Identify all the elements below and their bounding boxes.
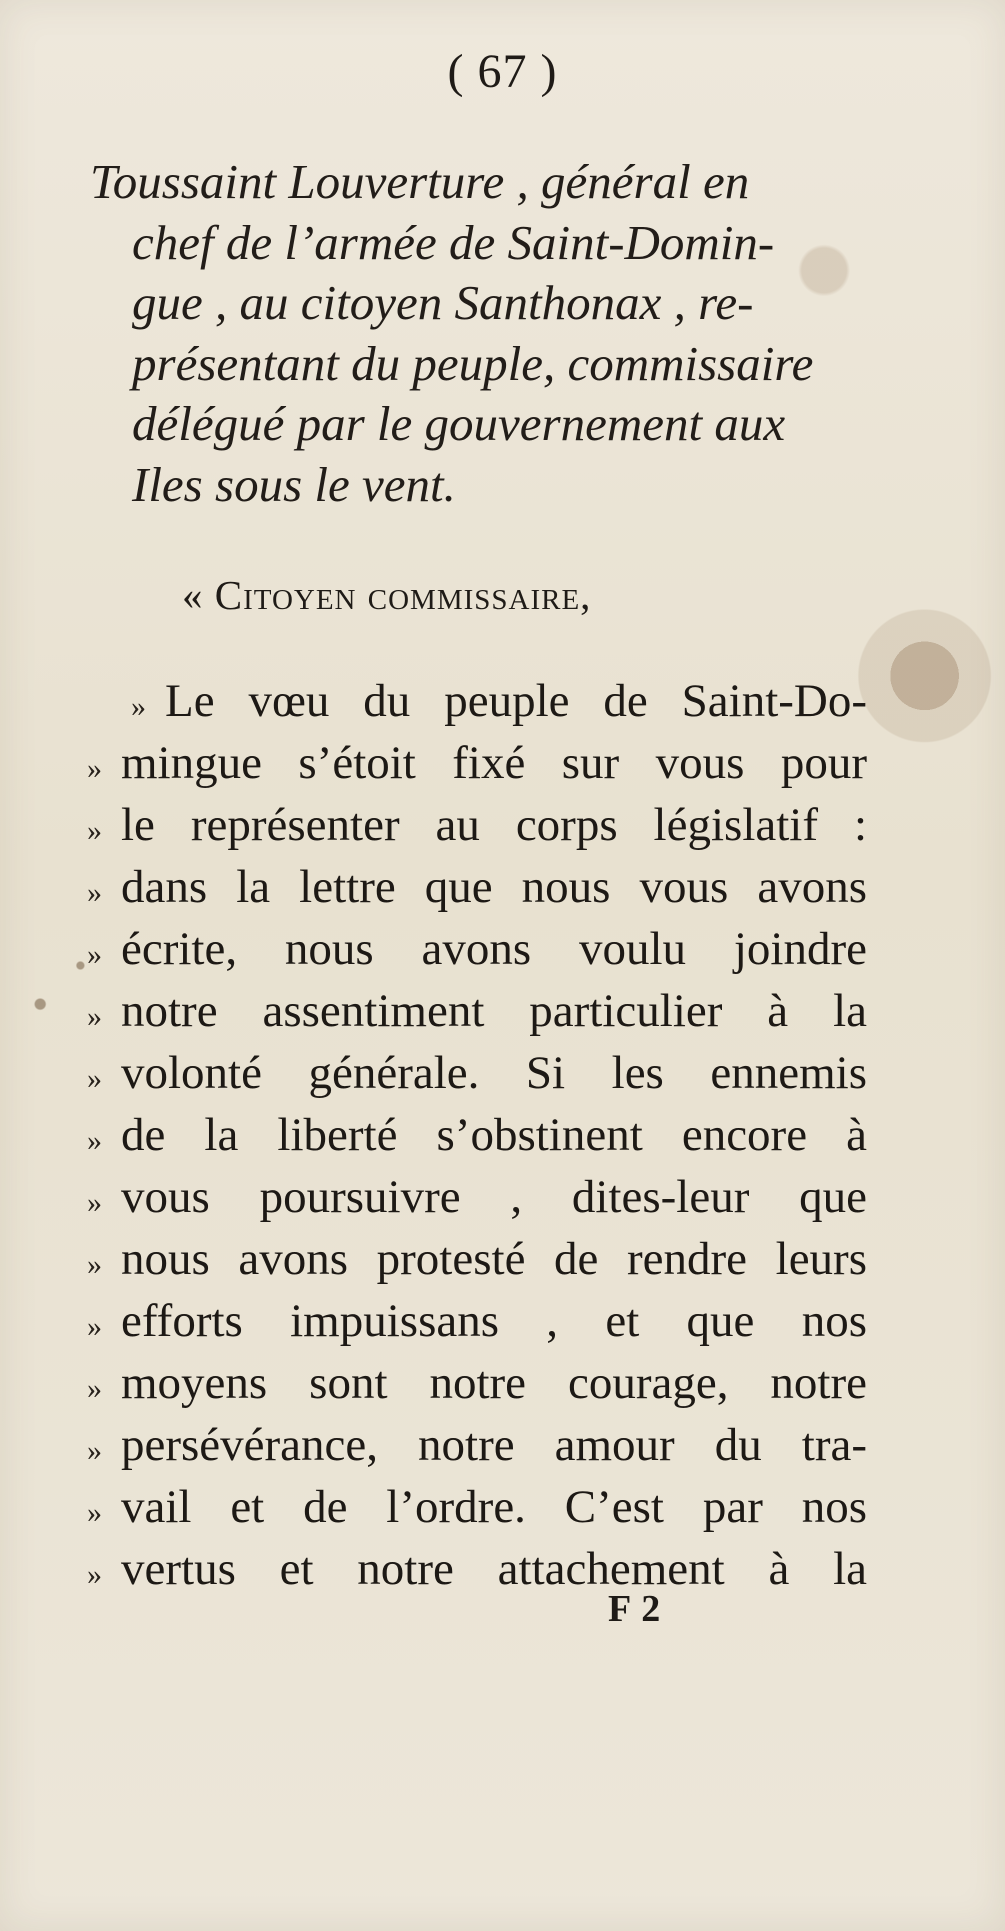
letter-line-1 bbox=[87, 670, 867, 732]
quote-mark: » bbox=[87, 1310, 102, 1343]
letter-line-2 bbox=[87, 732, 867, 794]
heading-line-4: présentant du peuple, commissaire bbox=[132, 335, 814, 391]
letter-line-12 bbox=[87, 1352, 867, 1414]
heading-line-1: Toussaint Louverture , général en bbox=[90, 154, 750, 209]
quote-mark: » bbox=[87, 876, 102, 909]
salutation bbox=[182, 572, 592, 618]
salutation-rest: itoyen commissaire, bbox=[243, 572, 592, 618]
letter-line-7 bbox=[87, 1042, 867, 1104]
letter-line-11 bbox=[87, 1290, 867, 1352]
quote-mark: » bbox=[87, 1124, 102, 1157]
letter-line-10 bbox=[87, 1228, 867, 1290]
quote-mark: » bbox=[87, 1372, 102, 1405]
letter-line-text: vertus et notre attachement à la bbox=[121, 1543, 867, 1595]
quote-mark: » bbox=[87, 814, 102, 847]
letter-line-text: Le vœu du peuple de Saint-Do- bbox=[165, 675, 867, 727]
letter-line-text: notre assentiment particulier à la bbox=[121, 985, 867, 1037]
letter-line-text: le représenter au corps législatif : bbox=[121, 799, 867, 851]
quote-mark: » bbox=[87, 1062, 102, 1095]
letter-line-text: volonté générale. Si les ennemis bbox=[121, 1047, 867, 1099]
letter-line-text: moyens sont notre courage, notre bbox=[121, 1357, 867, 1409]
letter-line-text: de la liberté s’obstinent encore à bbox=[121, 1109, 867, 1161]
letter-line-text: écrite, nous avons voulu joindre bbox=[121, 923, 867, 975]
heading-line-6: Iles sous le vent. bbox=[132, 456, 456, 512]
letter-line-4 bbox=[87, 856, 867, 918]
salutation-prefix: « C bbox=[182, 572, 244, 618]
letter-line-text: nous avons protesté de rendre leurs bbox=[121, 1233, 867, 1285]
letter-line-5 bbox=[87, 918, 867, 980]
letter-line-8 bbox=[87, 1104, 867, 1166]
letter-line-13 bbox=[87, 1414, 867, 1476]
letter-line-9 bbox=[87, 1166, 867, 1228]
quote-mark: » bbox=[87, 1248, 102, 1281]
letter-line-text: efforts impuissans , et que nos bbox=[121, 1295, 867, 1347]
letter-line-14 bbox=[87, 1476, 867, 1538]
page-number-header: ( 67 ) bbox=[447, 45, 558, 98]
heading-line-5: délégué par le gouvernement aux bbox=[132, 396, 786, 451]
heading-line-2: chef de l’armée de Saint-Domin- bbox=[132, 214, 775, 270]
letter-line-3 bbox=[87, 794, 867, 856]
quote-mark: » bbox=[131, 690, 146, 723]
letter-line-15 bbox=[87, 1538, 867, 1600]
letter-line-6 bbox=[87, 980, 867, 1042]
letter-heading bbox=[92, 152, 862, 515]
quote-mark: » bbox=[87, 1000, 102, 1033]
letter-line-text: dans la lettre que nous vous avons bbox=[121, 861, 867, 913]
quote-mark: » bbox=[87, 1186, 102, 1219]
letter-line-text: vous poursuivre , dites-leur que bbox=[121, 1171, 867, 1223]
letter-line-text: vail et de l’ordre. C’est par nos bbox=[121, 1481, 867, 1533]
letter-line-text: mingue s’étoit fixé sur vous pour bbox=[121, 737, 867, 789]
quote-mark: » bbox=[87, 752, 102, 785]
heading-line-3: gue , au citoyen Santhonax , re- bbox=[132, 275, 754, 330]
quote-mark: » bbox=[87, 938, 102, 971]
letter-body bbox=[87, 670, 867, 1600]
quote-mark: » bbox=[87, 1558, 102, 1591]
letter-line-text: persévérance, notre amour du tra- bbox=[121, 1419, 867, 1471]
quote-mark: » bbox=[87, 1434, 102, 1467]
signature-mark: F 2 bbox=[608, 1588, 662, 1630]
quote-mark: » bbox=[87, 1496, 102, 1529]
